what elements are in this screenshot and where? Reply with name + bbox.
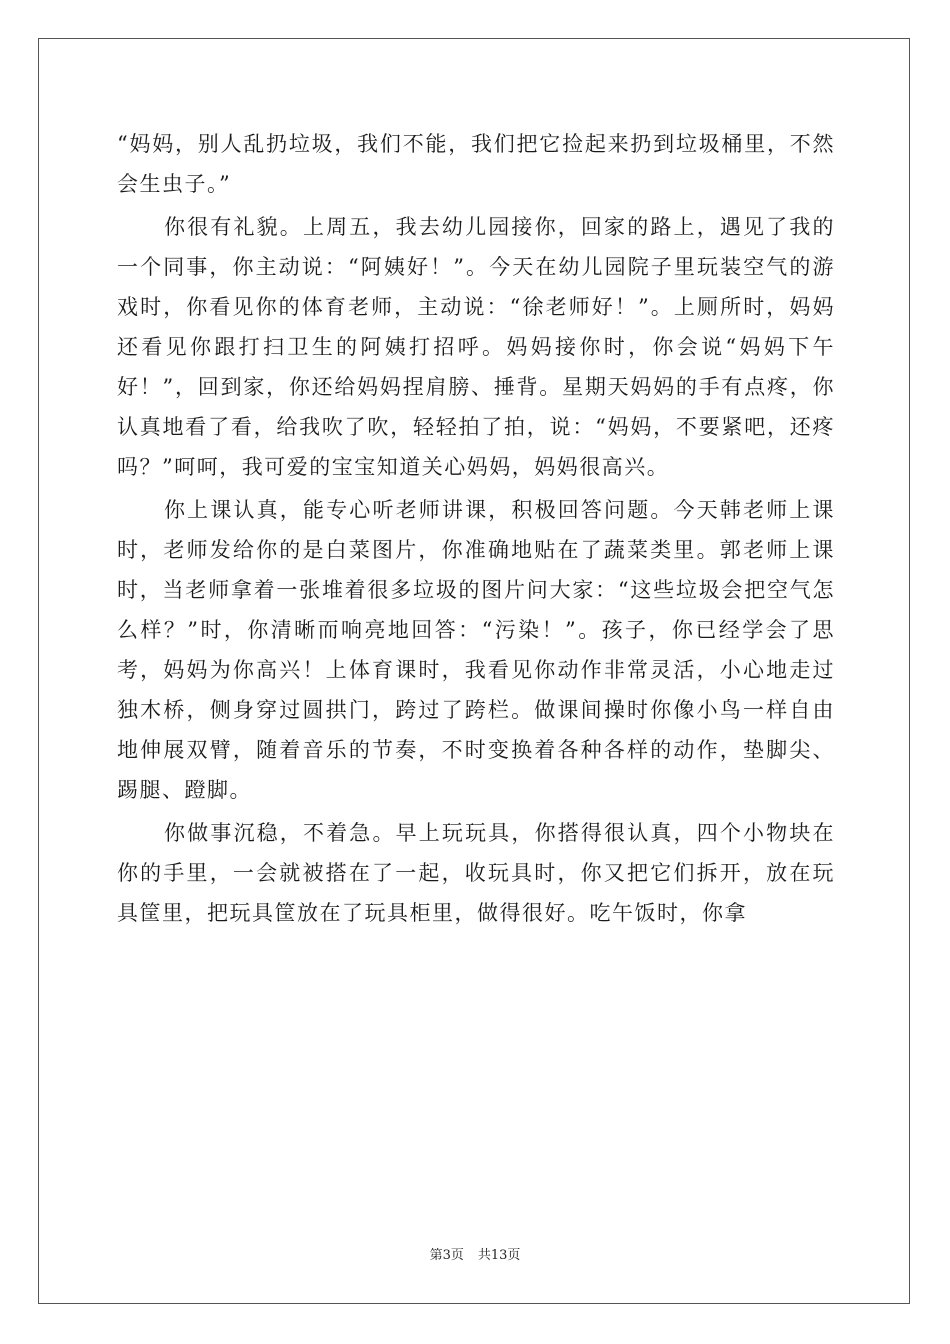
page-total: 共13页 xyxy=(477,1248,521,1263)
page-number: 第3页 xyxy=(429,1248,464,1263)
page-footer xyxy=(0,1247,950,1265)
paragraph-politeness: 你很有礼貌。上周五，我去幼儿园接你，回家的路上，遇见了我的一个同事，你主动说：“阿姨好！”。今天在幼儿园院子里玩装空气的游戏时，你看见你的体育老师，主动说：“徐老师好！”。上厕所时，妈妈还看见你跟打扫卫生的阿姨打招呼。妈妈接你时，你会说“妈妈下午好！”，回到家，你还给妈妈捏肩膀、捶背。星期天妈妈的手有点疼，你认真地看了看，给我吹了吹，轻轻拍了拍，说：“妈妈，不要紧吧，还疼吗？”呵呵，我可爱的宝宝知道关心妈妈，妈妈很高兴。 xyxy=(117,215,835,479)
document-body xyxy=(117,124,835,933)
paragraph-class-attentive: 你上课认真，能专心听老师讲课，积极回答问题。今天韩老师上课时，老师发给你的是白菜图片，你准确地贴在了蔬菜类里。郭老师上课时，当老师拿着一张堆着很多垃圾的图片问大家：“这些垃圾会把空气怎么样？”时，你清晰而响亮地回答：“污染！”。孩子，你已经学会了思考，妈妈为你高兴！上体育课时，我看见你动作非常灵活，小心地走过独木桥，侧身穿过圆拱门，跨过了跨栏。做课间操时你像小鸟一样自由地伸展双臂，随着音乐的节奏，不时变换着各种各样的动作，垫脚尖、踢腿、蹬脚。 xyxy=(117,498,835,802)
paragraph-quote-continuation: “妈妈，别人乱扔垃圾，我们不能，我们把它捡起来扔到垃圾桶里，不然会生虫子。” xyxy=(117,132,835,196)
paragraph-steady-work: 你做事沉稳，不着急。早上玩玩具，你搭得很认真，四个小物块在你的手里，一会就被搭在了一起，收玩具时，你又把它们拆开，放在玩具筐里，把玩具筐放在了玩具柜里，做得很好。吃午饭时，你拿 xyxy=(117,821,835,925)
